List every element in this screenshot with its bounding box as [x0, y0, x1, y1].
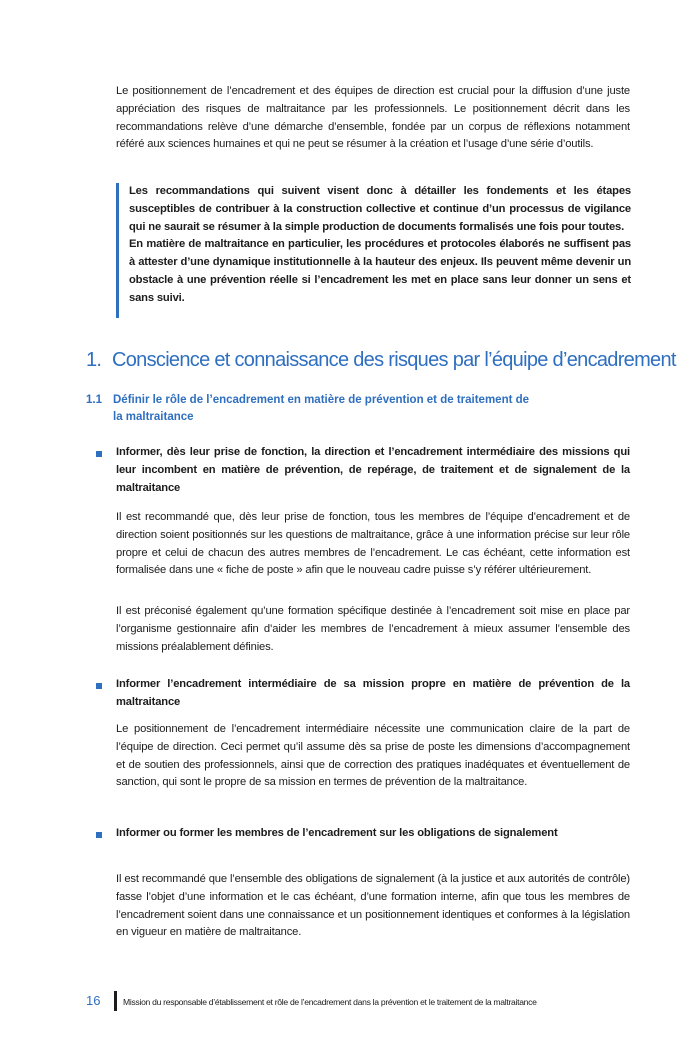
intro-paragraph: Le positionnement de l’encadrement et des équipes de direction est crucial pour la diffusion d’une juste appréciation des risques de maltraitance par les professionnels. Le positionnement décrit dans les recommandations relève d’une démarche d’ensemble, fondée par un corpus de réflexions notamment référé aux sciences humaines et qui ne peut se résumer à la création et l’usage d’une série d’outils.	[116, 85, 630, 151]
bullet-square-icon	[96, 451, 102, 457]
callout-paragraph-2: En matière de maltraitance en particulier, les procédures et protocoles élaborés ne suffisent pas à attester d’une dynamique institutionnelle à la hauteur des enjeux. Ils peuvent même devenir un obstacle à une prévention réelle si l’encadrement les met en place sans leur donner un sens et sans suivi.	[129, 238, 631, 304]
bullet-paragraph: Il est recommandé que, dès leur prise de fonction, tous les membres de l’équipe d’encadrement et de direction soient positionnés sur les questions de maltraitance, grâce à une information précise sur leur rôle propre et celui de chacun des autres membres de l’encadrement. Le cas échéant, cette information est formalisée dans une « fiche de poste » afin que le nouveau cadre puisse s’y référer ultérieurement.	[116, 511, 630, 577]
subsection-heading	[86, 392, 533, 425]
bullet-square-icon	[96, 683, 102, 689]
bullet-heading: Informer ou former les membres de l’encadrement sur les obligations de signalement	[116, 827, 558, 839]
section-number: 1.	[86, 349, 102, 371]
bullet-square-icon	[96, 832, 102, 838]
callout-paragraph-1: Les recommandations qui suivent visent donc à détailler les fondements et les étapes susceptibles de contribuer à la construction collective et continue d’un processus de vigilance qui ne saurait se résumer à la simple production de documents formalisés une fois pour toutes.	[129, 185, 631, 233]
page-number: 16	[86, 993, 101, 1008]
section-title: Conscience et connaissance des risques par l’équipe d’encadrement	[112, 349, 676, 371]
section-heading	[86, 349, 676, 372]
footer-running-title: Mission du responsable d’établissement et rôle de l’encadrement dans la prévention et le traitement de la maltraitance	[123, 997, 537, 1007]
subsection-title: Définir le rôle de l’encadrement en matière de prévention et de traitement de la maltraitance	[113, 394, 530, 423]
bullet-paragraph: Il est préconisé également qu’une formation spécifique destinée à l’encadrement soit mise en place par l’organisme gestionnaire afin d’aider les membres de l’encadrement à mieux assumer l’ensemble des missions préalablement définies.	[116, 605, 630, 653]
bullet-paragraph: Le positionnement de l’encadrement intermédiaire nécessite une communication claire de la part de l’équipe de direction. Ceci permet qu’il assume dès sa prise de poste les dimensions d’accompagnement et de soutien des professionnels, ainsi que de correction des pratiques inadéquates et éventuellement de sanction, qui sont le propre de sa mission en termes de prévention de la maltraitance.	[116, 723, 630, 789]
bullet-heading: Informer l’encadrement intermédiaire de sa mission propre en matière de prévention de la maltraitance	[116, 678, 630, 708]
bullet-paragraph: Il est recommandé que l’ensemble des obligations de signalement (à la justice et aux autorités de contrôle) fasse l’objet d’une information et le cas échéant, d’une formation interne, afin que tous les membres de l’encadrement soient dans une connaissance et un positionnement identiques et conformes à la législation en vigueur en matière de maltraitance.	[116, 873, 630, 939]
callout-box	[116, 183, 631, 318]
footer-divider	[114, 991, 117, 1011]
bullet-heading: Informer, dès leur prise de fonction, la direction et l’encadrement intermédiaire des missions qui leur incombent en matière de prévention, de repérage, de traitement et de signalement de la maltraitance	[116, 446, 630, 494]
subsection-number: 1.1	[86, 394, 102, 406]
